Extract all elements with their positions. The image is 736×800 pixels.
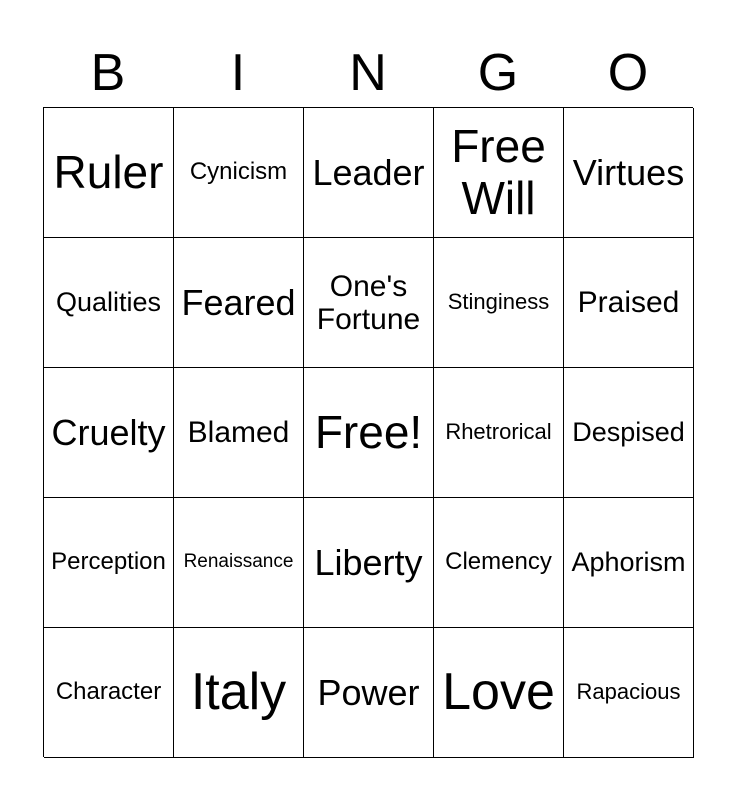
cell-label: Praised xyxy=(577,286,680,319)
cell-label: Power xyxy=(317,671,420,713)
cell-label: Aphorism xyxy=(571,546,686,577)
cell-label: Virtues xyxy=(572,151,685,193)
cell-label: Free Will xyxy=(451,119,546,224)
cell-label: Cynicism xyxy=(189,158,288,186)
bingo-cell-r1-c5[interactable] xyxy=(564,108,694,238)
header-letter-g: G xyxy=(477,44,519,102)
cell-label: Love xyxy=(442,663,555,722)
bingo-cell-r3-c4[interactable] xyxy=(434,368,564,498)
cell-label: Clemency xyxy=(445,548,552,576)
cell-label: Rapacious xyxy=(576,679,681,705)
cell-label: Qualities xyxy=(55,286,162,317)
bingo-cell-r5-c2[interactable] xyxy=(174,628,304,758)
bingo-cell-r4-c3[interactable] xyxy=(304,498,434,628)
cell-label: Cruelty xyxy=(51,411,166,453)
cell-label: Ruler xyxy=(53,145,164,198)
header-letter-o: O xyxy=(607,44,649,102)
bingo-cell-r5-c1[interactable] xyxy=(44,628,174,758)
bingo-cell-r3-c3[interactable] xyxy=(304,368,434,498)
bingo-cell-r3-c5[interactable] xyxy=(564,368,694,498)
bingo-cell-r2-c3[interactable] xyxy=(304,238,434,368)
bingo-cell-r5-c5[interactable] xyxy=(564,628,694,758)
bingo-cell-r2-c5[interactable] xyxy=(564,238,694,368)
header-letter-i: I xyxy=(230,44,246,102)
bingo-cell-r1-c1[interactable] xyxy=(44,108,174,238)
cell-label: Blamed xyxy=(187,416,290,449)
bingo-cell-r2-c4[interactable] xyxy=(434,238,564,368)
bingo-cell-r5-c3[interactable] xyxy=(304,628,434,758)
cell-label: Leader xyxy=(312,151,425,193)
cell-label: Feared xyxy=(181,281,296,323)
bingo-cell-r4-c1[interactable] xyxy=(44,498,174,628)
bingo-board xyxy=(43,107,693,757)
bingo-cell-r1-c3[interactable] xyxy=(304,108,434,238)
header-letter-b: B xyxy=(90,44,126,102)
bingo-cell-r3-c1[interactable] xyxy=(44,368,174,498)
cell-label: Character xyxy=(55,678,162,706)
cell-label: Despised xyxy=(572,416,685,447)
bingo-cell-r1-c4[interactable] xyxy=(434,108,564,238)
cell-label: Stinginess xyxy=(447,289,550,315)
bingo-cell-r4-c2[interactable] xyxy=(174,498,304,628)
cell-label: Liberty xyxy=(314,541,423,583)
cell-label: Perception xyxy=(51,548,166,576)
cell-label: Free! xyxy=(314,405,423,458)
header-letter-n: N xyxy=(349,44,387,102)
cell-label: Italy xyxy=(190,663,287,722)
bingo-cell-r4-c5[interactable] xyxy=(564,498,694,628)
cell-label: Renaissance xyxy=(183,551,294,573)
bingo-cell-r5-c4[interactable] xyxy=(434,628,564,758)
bingo-header xyxy=(43,40,693,106)
bingo-cell-r3-c2[interactable] xyxy=(174,368,304,498)
bingo-cell-r4-c4[interactable] xyxy=(434,498,564,628)
cell-label: One's Fortune xyxy=(316,269,421,336)
bingo-cell-r1-c2[interactable] xyxy=(174,108,304,238)
bingo-cell-r2-c1[interactable] xyxy=(44,238,174,368)
cell-label: Rhetrorical xyxy=(445,419,552,445)
bingo-cell-r2-c2[interactable] xyxy=(174,238,304,368)
